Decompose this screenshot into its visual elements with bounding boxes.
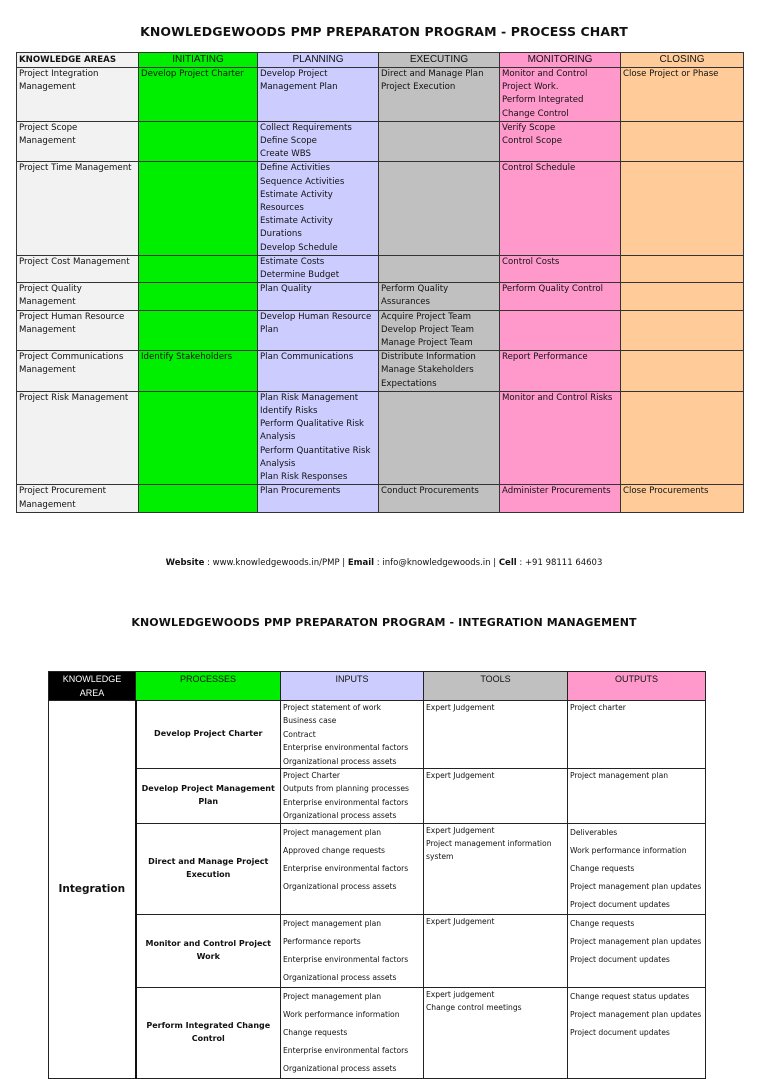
process-item: Plan Quality <box>260 284 312 295</box>
cell-planning <box>258 121 379 162</box>
cell-executing <box>379 283 500 310</box>
process-item: Distribute Information <box>381 352 476 363</box>
table-row <box>49 823 706 914</box>
table-row <box>17 162 744 255</box>
process-item: Perform Quality Assurances <box>381 284 449 308</box>
process-item: Develop Project Team <box>381 324 474 335</box>
cell-closing <box>621 351 744 392</box>
column-header-monitoring: MONITORING <box>500 53 621 68</box>
tool-item: Expert Judgement <box>426 825 495 835</box>
output-item: Project management plan <box>570 771 669 781</box>
cell-monitoring <box>500 255 621 282</box>
output-item: Project document updates <box>570 1027 670 1037</box>
process-item: Develop Project Management Plan <box>260 69 338 93</box>
process-item: Monitor and Control Project Work. <box>502 69 588 93</box>
cell-initiating <box>139 68 258 122</box>
cell-tools <box>424 823 568 914</box>
cell-planning <box>258 310 379 351</box>
process-item: Estimate Activity Resources <box>260 189 333 214</box>
process-item: Collect Requirements <box>260 122 352 133</box>
process-item: Develop Project Charter <box>141 69 244 79</box>
process-item: Control Schedule <box>502 163 576 174</box>
cell-number: +91 98111 64603 <box>524 558 603 568</box>
table-row <box>17 255 744 282</box>
cell-initiating <box>139 391 258 484</box>
cell-closing <box>621 255 744 282</box>
table-row <box>17 391 744 484</box>
process-item: Plan Risk Management <box>260 392 359 403</box>
output-item: Project document updates <box>570 954 670 964</box>
cell-initiating <box>139 310 258 351</box>
process-item: Perform Qualitative Risk Analysis <box>260 419 365 443</box>
cell-monitoring <box>500 283 621 310</box>
cell-outputs <box>568 769 706 824</box>
cell-closing <box>621 162 744 255</box>
email-link[interactable]: info@knowledgewoods.in <box>382 558 491 568</box>
process-chart-title: KNOWLEDGEWOODS PMP PREPARATON PROGRAM - PROCESS CHART <box>140 24 628 39</box>
process-item: Manage Project Team <box>381 338 473 349</box>
process-item: Plan Communications <box>260 352 354 363</box>
process-item: Plan Procurements <box>260 486 341 497</box>
output-item: Change requests <box>570 918 635 928</box>
input-item: Business case <box>283 716 337 726</box>
cell-area: Project Quality Management <box>17 283 139 310</box>
column-header-planning: PLANNING <box>258 53 379 68</box>
cell-planning <box>258 351 379 392</box>
process-item: Administer Procurements <box>502 486 611 497</box>
tool-item: Expert Judgement <box>426 916 495 926</box>
output-item: Project document updates <box>570 899 670 909</box>
cell-area: Project Human Resource Management <box>17 310 139 351</box>
cell-inputs <box>281 701 424 769</box>
cell-monitoring <box>500 162 621 255</box>
column-header-outputs: OUTPUTS <box>568 672 706 701</box>
cell-area: Project Integration Management <box>17 68 139 122</box>
input-item: Organizational process assets <box>283 972 397 982</box>
integration-table <box>48 671 706 1079</box>
cell-tools <box>424 914 568 987</box>
table-row <box>17 351 744 392</box>
cell-inputs <box>281 823 424 914</box>
input-item: Outputs from planning processes <box>283 784 410 794</box>
cell-area: Project Cost Management <box>17 255 139 282</box>
cell-monitoring <box>500 310 621 351</box>
input-item: Contract <box>283 729 316 739</box>
cell-initiating <box>139 351 258 392</box>
cell-inputs <box>281 914 424 987</box>
email-label: Email <box>347 558 375 568</box>
input-item: Organizational process assets <box>283 1063 397 1073</box>
input-item: Organizational process assets <box>283 756 397 766</box>
tool-item: Expert Judgement <box>426 771 495 781</box>
cell-outputs <box>568 914 706 987</box>
input-item: Work performance information <box>283 1009 400 1019</box>
input-item: Enterprise environmental factors <box>283 863 409 873</box>
cell-executing <box>379 162 500 255</box>
process-item: Perform Quantitative Risk Analysis <box>260 445 371 469</box>
input-item: Project management plan <box>283 918 382 928</box>
process-item: Develop Human Resource Plan <box>260 311 372 335</box>
cell-area: Project Scope Management <box>17 121 139 162</box>
cell-tools <box>424 701 568 769</box>
input-item: Enterprise environmental factors <box>283 743 409 753</box>
process-item: Develop Schedule <box>260 242 338 253</box>
tool-item: Expert judgement <box>426 989 495 999</box>
column-header-inputs: INPUTS <box>281 672 424 701</box>
output-item: Project management plan updates <box>570 936 702 946</box>
cell-planning <box>258 391 379 484</box>
input-item: Project management plan <box>283 827 382 837</box>
process-name: Develop Project Management Plan <box>136 769 281 824</box>
table-row <box>49 769 706 824</box>
process-item: Monitor and Control Risks <box>502 392 613 403</box>
cell-closing <box>621 68 744 122</box>
process-item: Create WBS <box>260 149 311 160</box>
table-row <box>49 914 706 987</box>
column-header-initiating: INITIATING <box>139 53 258 68</box>
process-item: Acquire Project Team <box>381 311 471 322</box>
process-item: Plan Risk Responses <box>260 472 348 483</box>
cell-monitoring <box>500 68 621 122</box>
cell-area: Project Time Management <box>17 162 139 255</box>
cell-initiating <box>139 485 258 512</box>
table-row <box>17 485 744 512</box>
contact-footer: Website : www.knowledgewoods.in/PMP | Email : info@knowledgewoods.in | Cell : +91 98111 64603 <box>165 558 603 568</box>
process-item: Close Project or Phase <box>623 69 719 79</box>
output-item: Change request status updates <box>570 991 690 1001</box>
column-header-knowledge-area: KNOWLEDGE AREA <box>49 672 136 701</box>
process-item: Control Scope <box>502 136 562 147</box>
cell-area: Project Risk Management <box>17 391 139 484</box>
cell-planning <box>258 162 379 255</box>
process-item: Close Procurements <box>623 486 709 497</box>
input-item: Change requests <box>283 1027 348 1037</box>
input-item: Performance reports <box>283 936 361 946</box>
cell-inputs <box>281 987 424 1078</box>
cell-monitoring <box>500 121 621 162</box>
process-item: Define Activities <box>260 163 330 174</box>
process-item: Conduct Procurements <box>381 486 479 497</box>
column-header-processes: PROCESSES <box>136 672 281 701</box>
tool-item: Expert Judgement <box>426 703 495 712</box>
website-label: Website <box>165 558 205 568</box>
cell-outputs <box>568 823 706 914</box>
table-row <box>17 68 744 122</box>
cell-initiating <box>139 162 258 255</box>
input-item: Project management plan <box>283 991 382 1001</box>
cell-initiating <box>139 255 258 282</box>
cell-initiating <box>139 283 258 310</box>
cell-closing <box>621 283 744 310</box>
input-item: Organizational process assets <box>283 881 397 891</box>
process-item: Verify Scope <box>502 122 556 133</box>
output-item: Project charter <box>570 703 626 712</box>
cell-outputs <box>568 701 706 769</box>
cell-area: Project Procurement Management <box>17 485 139 512</box>
website-link[interactable]: www.knowledgewoods.in/PMP <box>212 558 340 568</box>
column-header-tools: TOOLS <box>424 672 568 701</box>
column-header-executing: EXECUTING <box>379 53 500 68</box>
process-item: Identify Stakeholders <box>141 352 233 363</box>
cell-executing <box>379 310 500 351</box>
column-header-closing: CLOSING <box>621 53 744 68</box>
table-row <box>49 701 706 769</box>
cell-planning <box>258 68 379 122</box>
cell-closing <box>621 310 744 351</box>
cell-closing <box>621 121 744 162</box>
process-name: Perform Integrated Change Control <box>136 987 281 1078</box>
cell-executing <box>379 391 500 484</box>
process-item: Direct and Manage Plan Project Execution <box>381 69 484 93</box>
cell-planning <box>258 255 379 282</box>
table-row <box>17 310 744 351</box>
process-name: Direct and Manage Project Execution <box>136 823 281 914</box>
knowledge-area-cell: Integration <box>49 701 136 1079</box>
process-item: Perform Integrated Change Control <box>502 95 584 119</box>
input-item: Enterprise environmental factors <box>283 954 409 964</box>
cell-area: Project Communications Management <box>17 351 139 392</box>
table-row <box>17 283 744 310</box>
input-item: Project Charter <box>283 771 341 781</box>
output-item: Project management plan updates <box>570 881 702 891</box>
process-item: Sequence Activities <box>260 176 345 187</box>
cell-initiating <box>139 121 258 162</box>
process-item: Control Costs <box>502 256 560 267</box>
cell-executing <box>379 121 500 162</box>
table-row <box>17 121 744 162</box>
output-item: Project management plan updates <box>570 1009 702 1019</box>
cell-planning <box>258 283 379 310</box>
cell-monitoring <box>500 485 621 512</box>
input-item: Project statement of work <box>283 703 382 712</box>
table-row <box>49 987 706 1078</box>
cell-planning <box>258 485 379 512</box>
output-item: Deliverables <box>570 827 618 837</box>
cell-tools <box>424 987 568 1078</box>
process-item: Define Scope <box>260 136 317 147</box>
cell-executing <box>379 68 500 122</box>
cell-executing <box>379 351 500 392</box>
process-name: Monitor and Control Project Work <box>136 914 281 987</box>
input-item: Organizational process assets <box>283 811 397 821</box>
process-item: Determine Budget <box>260 270 340 281</box>
cell-monitoring <box>500 391 621 484</box>
process-item: Report Performance <box>502 352 588 363</box>
cell-executing <box>379 485 500 512</box>
process-item: Manage Stakeholders Expectations <box>381 365 474 389</box>
cell-executing <box>379 255 500 282</box>
input-item: Enterprise environmental factors <box>283 797 409 807</box>
tool-item: Change control meetings <box>426 1003 522 1013</box>
cell-inputs <box>281 769 424 824</box>
cell-outputs <box>568 987 706 1078</box>
output-item: Work performance information <box>570 845 687 855</box>
process-item: Perform Quality Control <box>502 284 603 295</box>
cell-closing <box>621 391 744 484</box>
cell-tools <box>424 769 568 824</box>
tool-item: Project management information system <box>426 839 552 862</box>
input-item: Approved change requests <box>283 845 386 855</box>
output-item: Change requests <box>570 863 635 873</box>
cell-monitoring <box>500 351 621 392</box>
cell-label: Cell <box>498 558 517 568</box>
cell-closing <box>621 485 744 512</box>
process-item: Identify Risks <box>260 406 318 417</box>
process-name: Develop Project Charter <box>136 701 281 769</box>
process-item: Estimate Costs <box>260 256 325 267</box>
integration-title: KNOWLEDGEWOODS PMP PREPARATON PROGRAM - INTEGRATION MANAGEMENT <box>131 616 637 629</box>
column-header-knowledge-areas: KNOWLEDGE AREAS <box>17 53 139 68</box>
process-item: Estimate Activity Durations <box>260 216 333 240</box>
input-item: Enterprise environmental factors <box>283 1045 409 1055</box>
process-chart-table <box>16 52 744 513</box>
